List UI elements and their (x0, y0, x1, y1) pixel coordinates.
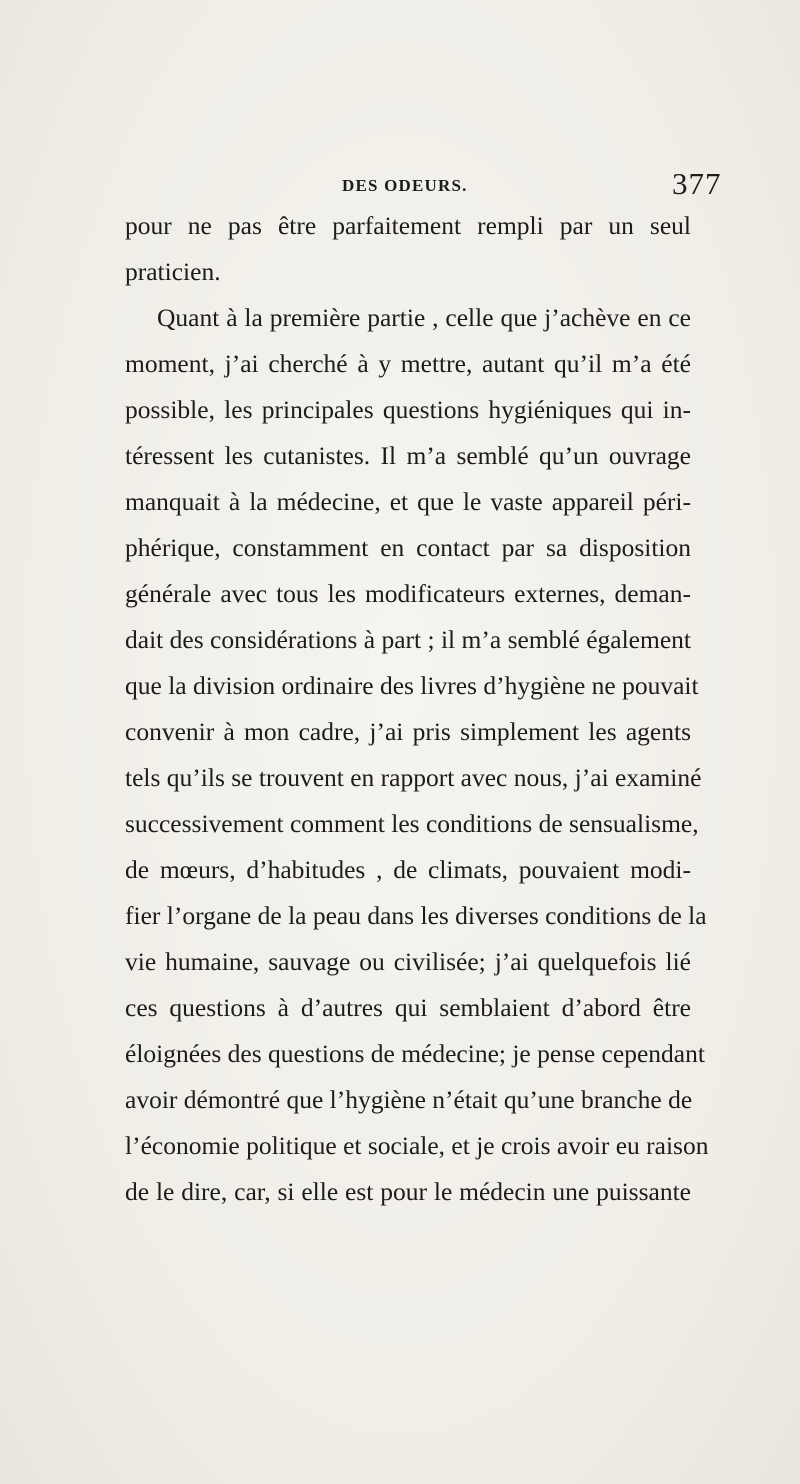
text-line: fier l’organe de la peau dans les diverses conditions de la (125, 901, 707, 930)
text-line: vie humaine, sauvage ou civilisée; j’ai quelquefois lié (125, 947, 691, 976)
running-head (0, 160, 800, 200)
text-line: manquait à la médecine, et que le vaste appareil péri- (125, 487, 691, 516)
text-line: de mœurs, d’habitudes , de climats, pouvaient modi- (125, 855, 691, 884)
text-line: pour ne pas être parfaitement rempli par un seul (125, 211, 691, 240)
text-line: Quant à la première partie , celle que j’achève en ce (157, 303, 691, 332)
body-text (125, 203, 709, 1215)
text-line: phérique, constamment en contact par sa disposition (125, 533, 691, 562)
text-line: téressent les cutanistes. Il m’a semblé qu’un ouvrage (125, 441, 691, 470)
page-number: 377 (672, 166, 722, 201)
text-line: ces questions à d’autres qui semblaient d’abord être (125, 993, 691, 1022)
text-line: successivement comment les conditions de sensualisme, (125, 809, 699, 838)
text-line: dait des considérations à part ; il m’a semblé également (125, 625, 691, 654)
text-line: générale avec tous les modificateurs externes, deman- (125, 579, 691, 608)
text-line: avoir démontré que l’hygiène n’était qu’une branche de (125, 1085, 693, 1114)
text-line: l’économie politique et sociale, et je crois avoir eu raison (125, 1131, 709, 1160)
text-line: possible, les principales questions hygiéniques qui in- (125, 395, 691, 424)
running-title: DES ODEURS. (342, 176, 468, 195)
text-line: convenir à mon cadre, j’ai pris simplement les agents (125, 717, 691, 746)
text-line: moment, j’ai cherché à y mettre, autant qu’il m’a été (125, 349, 691, 378)
text-line: praticien. (125, 257, 221, 286)
text-line: que la division ordinaire des livres d’hygiène ne pouvait (125, 671, 699, 700)
text-line: éloignées des questions de médecine; je pense cependant (125, 1039, 705, 1068)
text-line: de le dire, car, si elle est pour le médecin une puissante (125, 1177, 691, 1206)
text-line: tels qu’ils se trouvent en rapport avec nous, j’ai examiné (125, 763, 702, 792)
